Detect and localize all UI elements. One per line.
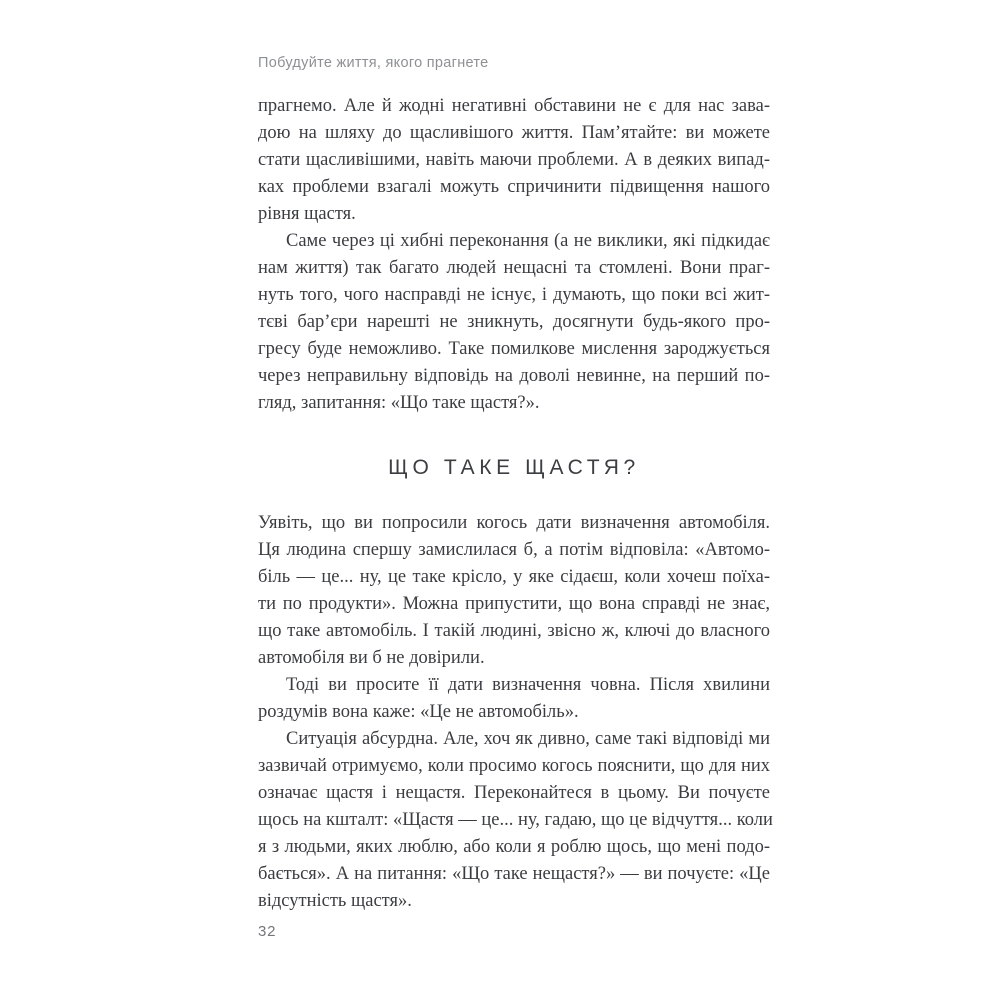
- text-line: біль — це... ну, це таке крісло, у яке сідаєш, коли хочеш поїха-: [258, 567, 770, 587]
- paragraph: [258, 93, 770, 228]
- text-line: гляд, запитання: «Що таке щастя?».: [258, 393, 540, 413]
- body-text: [258, 93, 773, 915]
- paragraph: [258, 228, 770, 417]
- page-number: 32: [258, 923, 277, 940]
- paragraph: [258, 510, 770, 672]
- text-line: нам життя) так багато людей нещасні та стомлені. Вони праг-: [258, 258, 770, 278]
- text-line: автомобіля ви б не довірили.: [258, 648, 485, 668]
- text-line: Ситуація абсурдна. Але, хоч як дивно, саме такі відповіді ми: [286, 729, 770, 749]
- text-line: ках проблеми взагалі можуть спричинити підвищення нашого: [258, 177, 770, 197]
- paragraph: [258, 726, 773, 915]
- text-line: роздумів вона каже: «Це не автомобіль».: [258, 702, 579, 722]
- text-line: щось на кшталт: «Щастя — це... ну, гадаю, що це відчуття... коли: [258, 810, 773, 830]
- text-line: стати щасливішими, навіть маючи проблеми. А в деяких випад-: [258, 150, 770, 170]
- section-heading: ЩО ТАКЕ ЩАСТЯ?: [388, 456, 640, 479]
- text-line: зазвичай отримуємо, коли просимо когось пояснити, що для них: [258, 756, 770, 776]
- text-line: Саме через ці хибні переконання (а не виклики, які підкидає: [286, 231, 770, 251]
- paragraph: [258, 672, 770, 726]
- text-line: прагнемо. Але й жодні негативні обставини не є для нас зава-: [258, 96, 770, 116]
- text-line: тєві бар’єри нарешті не зникнуть, досягнути будь-якого про-: [258, 312, 770, 332]
- text-line: рівня щастя.: [258, 204, 356, 224]
- text-line: Уявіть, що ви попросили когось дати визначення автомобіля.: [258, 513, 770, 533]
- text-line: Тоді ви просите її дати визначення човна. Після хвилини: [286, 675, 770, 695]
- text-line: відсутність щастя».: [258, 891, 412, 911]
- text-line: дою на шляху до щасливішого життя. Пам’ятайте: ви можете: [258, 123, 770, 143]
- text-line: я з людьми, яких люблю, або коли я роблю щось, що мені подо-: [258, 837, 770, 857]
- paragraphs-before-heading: [258, 93, 770, 417]
- text-line: через неправильну відповідь на доволі невинне, на перший по-: [258, 366, 770, 386]
- text-line: що таке автомобіль. І такій людині, звісно ж, ключі до власного: [258, 621, 770, 641]
- text-line: Ця людина спершу замислилася б, а потім відповіла: «Автомо-: [258, 540, 770, 560]
- text-line: нуть того, чого насправді не існує, і думають, що поки всі жит-: [258, 285, 770, 305]
- text-line: означає щастя і нещастя. Переконайтеся в цьому. Ви почуєте: [258, 783, 770, 803]
- text-line: гресу буде неможливо. Таке помилкове мислення зароджується: [258, 339, 770, 359]
- running-header: Побудуйте життя, якого прагнете: [258, 55, 489, 71]
- text-line: ти по продукти». Можна припустити, що вона справді не знає,: [258, 594, 770, 614]
- paragraphs-after-heading: [258, 510, 773, 915]
- text-line: бається». А на питання: «Що таке нещастя?» — ви почуєте: «Це: [258, 864, 770, 884]
